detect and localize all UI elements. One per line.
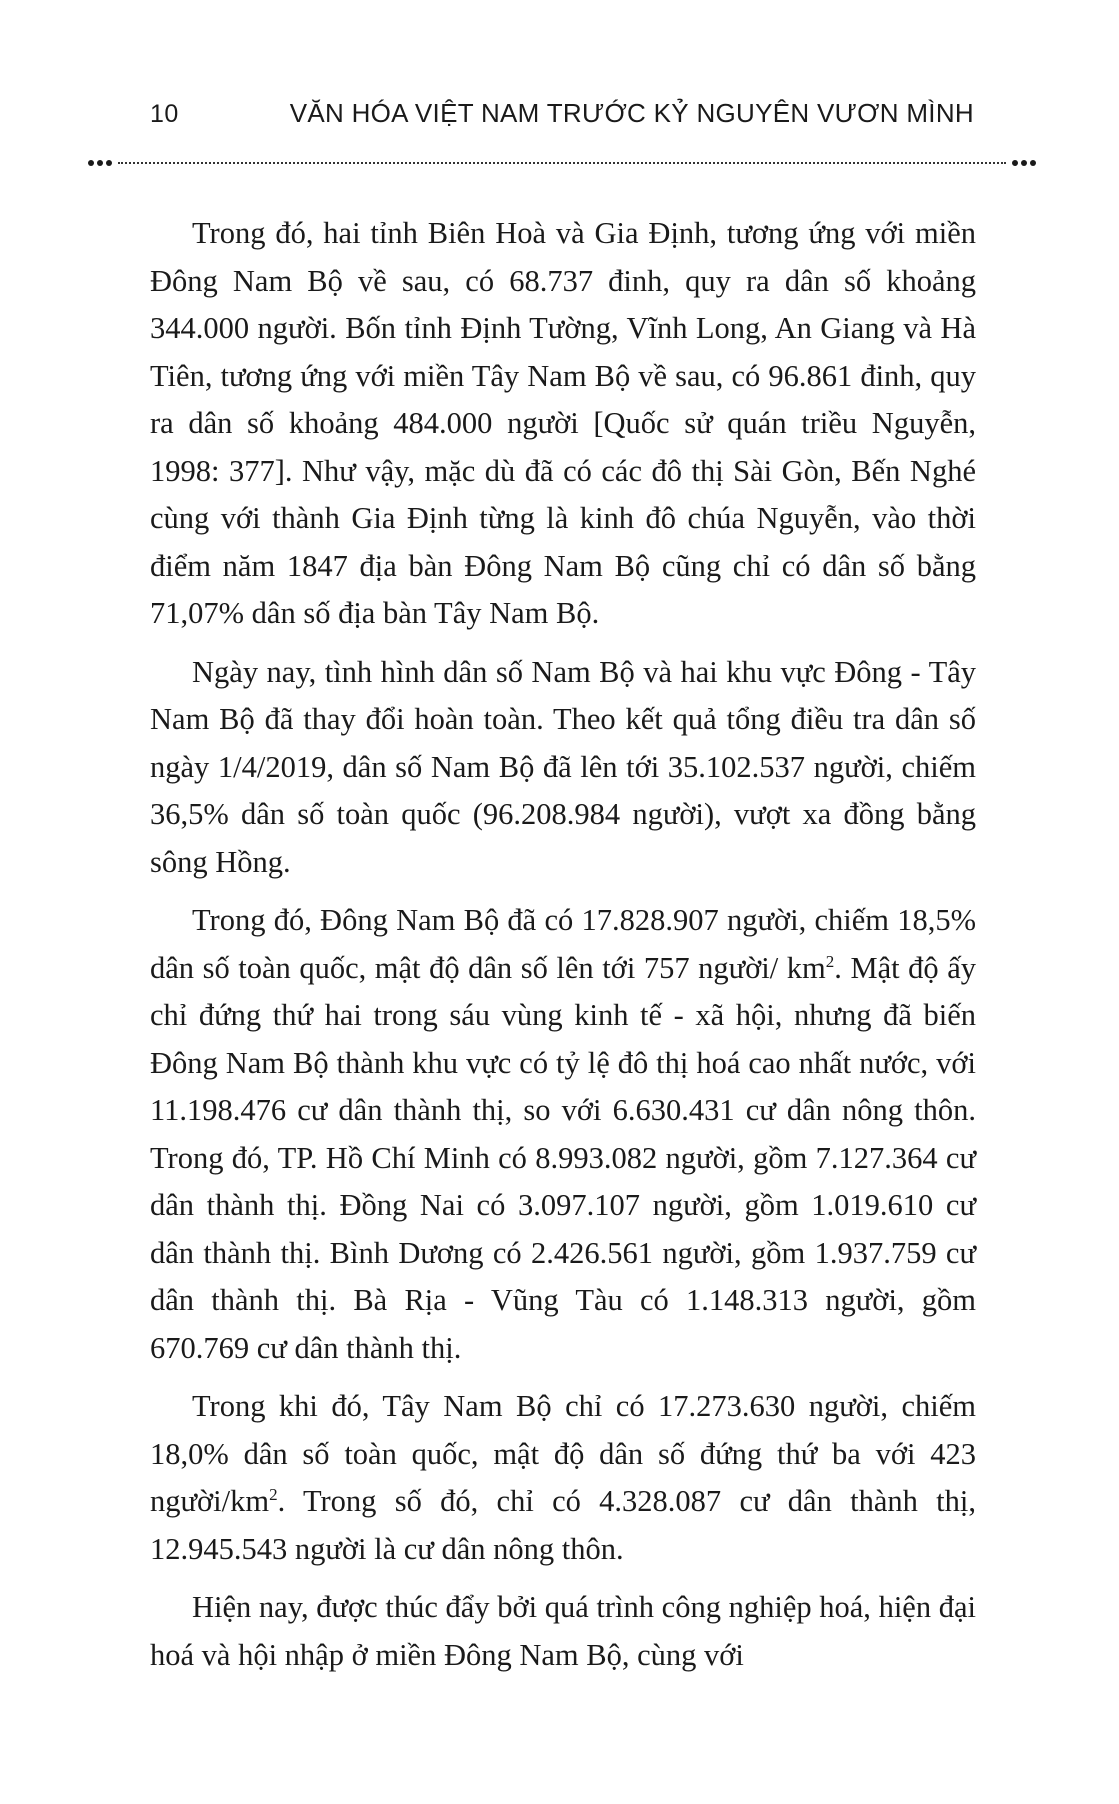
paragraph-1: Trong đó, hai tỉnh Biên Hoà và Gia Định, tương ứng với miền Đông Nam Bộ về sau, có 68.737 đinh, quy ra dân số khoảng 344.000 người. Bốn tỉnh Định Tường, Vĩnh Long, An Giang và Hà Tiên, tương ứng với miền Tây Nam Bộ về sau, có 96.861 đinh, quy ra dân số khoảng 484.000 người [Quốc sử quán triều Nguyễn, 1998: 377]. Như vậy, mặc dù đã có các đô thị Sài Gòn, Bến Nghé cùng với thành Gia Định từng là kinh đô chúa Nguyễn, vào thời điểm năm 1847 địa bàn Đông Nam Bộ cũng chỉ có dân số bằng 71,07% dân số địa bàn Tây Nam Bộ. (150, 216, 976, 630)
paragraph-4-text-end: . Trong số đó, chỉ có 4.328.087 cư dân thành thị, 12.945.543 người là cư dân nông thôn. (150, 1484, 976, 1566)
paragraph-4 (150, 1383, 976, 1573)
divider-left-ornament (88, 160, 112, 166)
paragraph-4-text-start: Trong khi đó, Tây Nam Bộ chỉ có 17.273.630 người, chiếm 18,0% dân số toàn quốc, mật độ dân số đứng thứ ba với 423 người/km (150, 1389, 976, 1518)
body-text (150, 210, 976, 1690)
superscript-2: 2 (825, 951, 835, 971)
running-title: VĂN HÓA VIỆT NAM TRƯỚC KỶ NGUYÊN VƯƠN MÌNH (289, 98, 974, 128)
divider-dotted-line (118, 162, 1006, 164)
superscript-2: 2 (269, 1484, 278, 1504)
paragraph-3-text-end: . Mật độ ấy chỉ đứng thứ hai trong sáu vùng kinh tế - xã hội, nhưng đã biến Đông Nam Bộ thành khu vực có tỷ lệ đô thị hoá cao nhất nước, với 11.198.476 cư dân thành thị, so với 6.630.431 cư dân nông thôn. Trong đó, TP. Hồ Chí Minh có 8.993.082 người, gồm 7.127.364 cư dân thành thị. Đồng Nai có 3.097.107 người, gồm 1.019.610 cư dân thành thị. Bình Dương có 2.426.561 người, gồm 1.937.759 cư dân thành thị. Bà Rịa - Vũng Tàu có 1.148.313 người, gồm 670.769 cư dân thành thị. (150, 950, 976, 1365)
page-number: 10 (150, 100, 179, 128)
header-divider (88, 158, 1036, 168)
paragraph-3-text-start: Trong đó, Đông Nam Bộ đã có 17.828.907 người, chiếm 18,5% dân số toàn quốc, mật độ dân số lên tới 757 người/ km (150, 903, 976, 985)
paragraph-3 (150, 897, 976, 1372)
page-header (150, 98, 974, 129)
divider-right-ornament (1012, 160, 1036, 166)
paragraph-2: Ngày nay, tình hình dân số Nam Bộ và hai khu vực Đông - Tây Nam Bộ đã thay đổi hoàn toàn. Theo kết quả tổng điều tra dân số ngày 1/4/2019, dân số Nam Bộ đã lên tới 35.102.537 người, chiếm 36,5% dân số toàn quốc (96.208.984 người), vượt xa đồng bằng sông Hồng. (150, 654, 976, 879)
paragraph-5: Hiện nay, được thúc đẩy bởi quá trình công nghiệp hoá, hiện đại hoá và hội nhập ở miền Đông Nam Bộ, cùng với (150, 1590, 976, 1672)
